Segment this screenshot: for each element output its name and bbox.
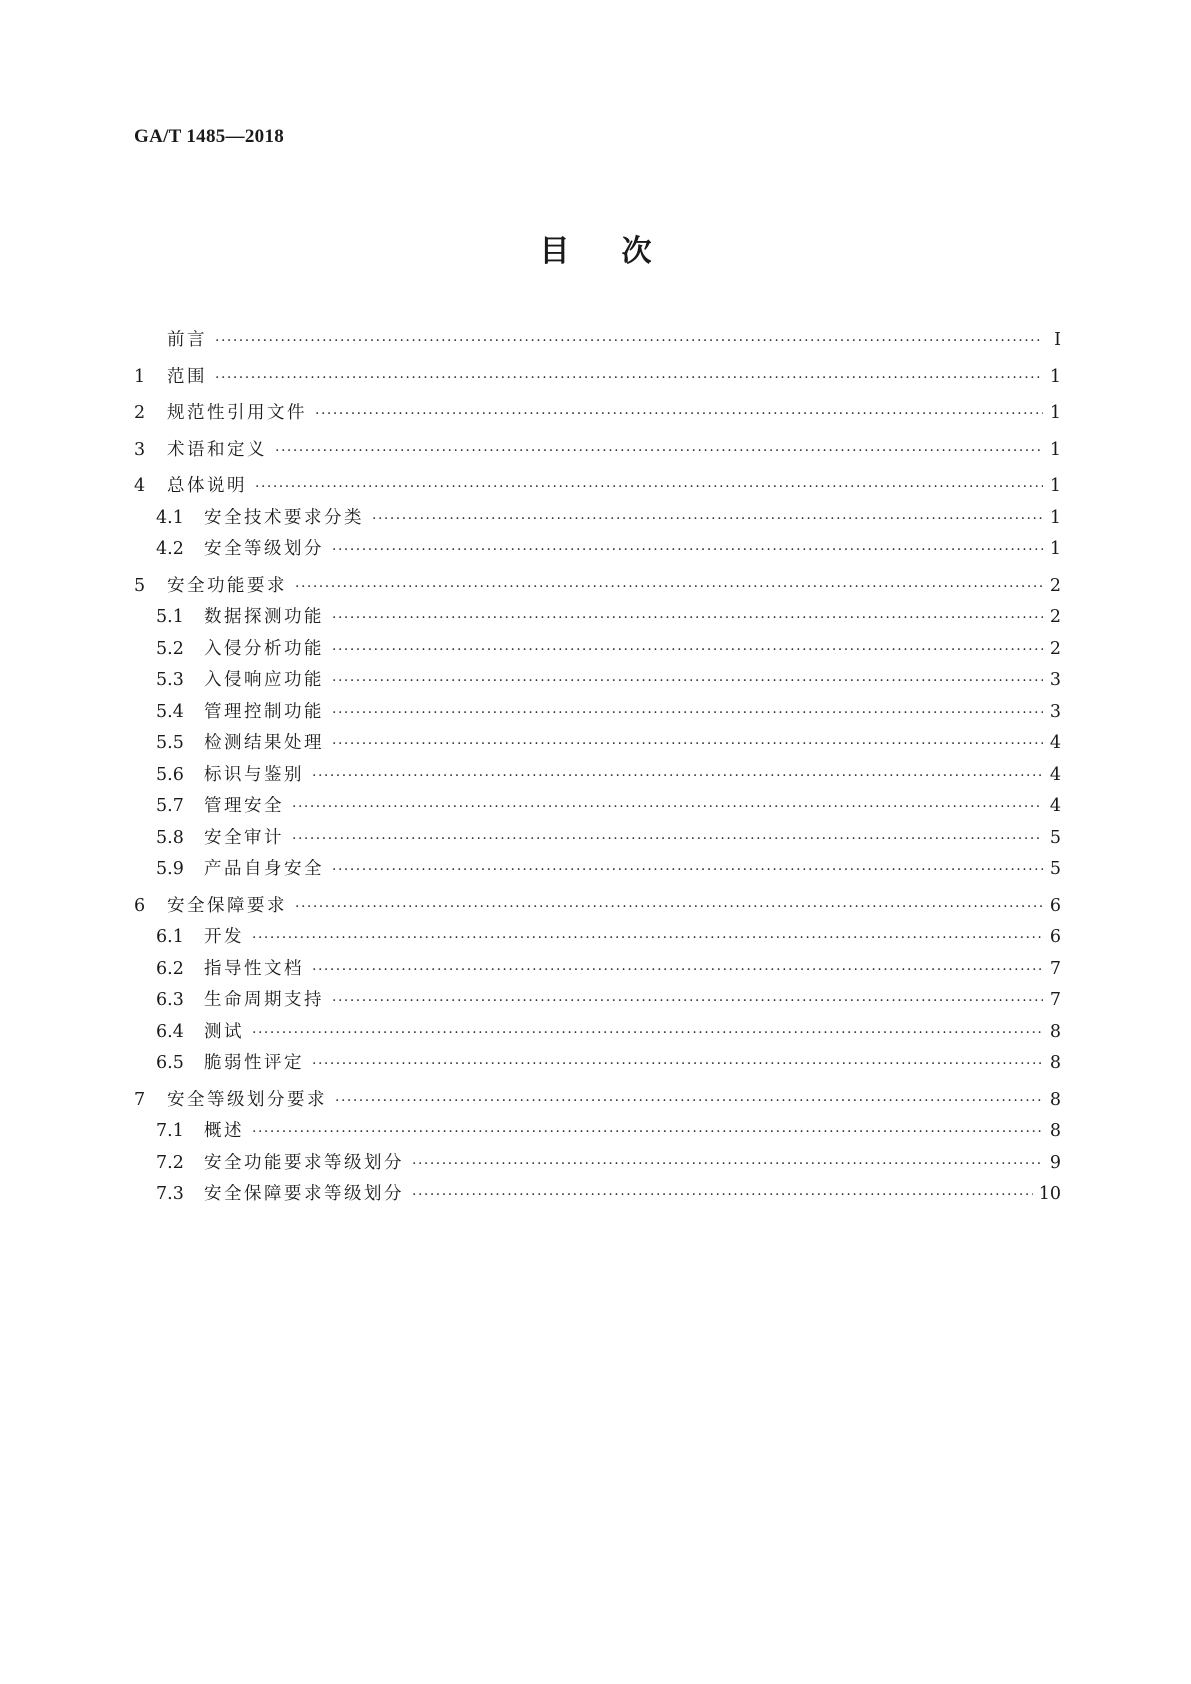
toc-entry-page: 1: [1049, 366, 1061, 387]
toc-entry-label: 测试: [204, 1021, 244, 1042]
dot-leader: [252, 1018, 1043, 1050]
toc-entry-page: 7: [1049, 990, 1061, 1010]
toc-entry-number: 7.1: [156, 1121, 184, 1141]
toc-entry-number: 6.1: [156, 927, 184, 947]
dot-leader: [252, 923, 1043, 955]
toc-entry-page: 6: [1049, 927, 1061, 947]
toc-entry-number: 5.1: [156, 607, 184, 627]
toc-subentry[interactable]: [134, 1148, 1061, 1180]
toc-entry[interactable]: [134, 1085, 1061, 1117]
toc-entry-page: 4: [1049, 733, 1061, 753]
toc-entry-page: Ⅰ: [1054, 330, 1061, 350]
toc-entry[interactable]: [134, 362, 1061, 394]
dot-leader: [332, 986, 1043, 1018]
toc-subentry[interactable]: [134, 728, 1061, 760]
toc-entry-page: 8: [1049, 1053, 1061, 1073]
dot-leader: [332, 535, 1043, 567]
dot-leader: [292, 792, 1043, 824]
toc-entry[interactable]: [134, 398, 1061, 430]
toc-subentry[interactable]: [134, 985, 1061, 1017]
toc-entry-page: 2: [1049, 638, 1061, 659]
toc-entry-number: 5.3: [156, 670, 184, 690]
toc-entry-number: 5.7: [156, 796, 184, 816]
dot-leader: [292, 824, 1043, 856]
toc-entry[interactable]: [134, 325, 1061, 357]
toc-subentry[interactable]: [134, 760, 1061, 792]
toc-entry-page: 5: [1049, 827, 1061, 848]
toc-entry-label: 安全保障要求: [167, 895, 287, 916]
toc-entry-label: 数据探测功能: [204, 607, 324, 627]
toc-entry-page: 8: [1049, 1021, 1061, 1042]
toc-entry-label: 入侵响应功能: [204, 670, 324, 690]
toc-entry-label: 安全等级划分: [204, 539, 324, 559]
toc-subentry[interactable]: [134, 823, 1061, 855]
page-title: 目次: [539, 234, 704, 269]
toc-entry-number: 6.2: [156, 958, 184, 979]
toc-entry-label: 总体说明: [167, 476, 247, 496]
toc-entry-number: 6.5: [156, 1053, 184, 1073]
toc-entry-page: 1: [1049, 539, 1061, 559]
toc-entry-label: 安全功能要求等级划分: [204, 1152, 404, 1173]
toc-entry-number: 1: [134, 366, 146, 387]
toc-entry-number: 6.3: [156, 990, 184, 1010]
dot-leader: [332, 666, 1043, 698]
toc-entry-page: 1: [1049, 476, 1061, 496]
toc-entry-number: 7.2: [156, 1152, 184, 1173]
toc-entry-number: 5.9: [156, 859, 184, 879]
dot-leader: [412, 1180, 1033, 1212]
dot-leader: [312, 955, 1043, 987]
toc-entry[interactable]: [134, 471, 1061, 503]
dot-leader: [335, 1086, 1043, 1118]
toc-entry-label: 规范性引用文件: [167, 403, 307, 423]
dot-leader: [332, 603, 1043, 635]
toc-entry-page: 2: [1049, 607, 1061, 627]
toc-subentry[interactable]: [134, 1116, 1061, 1148]
standard-code: GA/T 1485—2018: [134, 126, 285, 147]
toc-entry-label: 前言: [167, 330, 207, 350]
toc-entry-number: 4.1: [156, 507, 184, 528]
toc-entry-label: 术语和定义: [167, 439, 267, 460]
toc-entry-number: 7: [134, 1089, 146, 1110]
toc-subentry[interactable]: [134, 1017, 1061, 1049]
toc-entry-label: 管理安全: [204, 796, 284, 816]
toc-entry-page: 1: [1049, 403, 1061, 423]
toc-subentry[interactable]: [134, 854, 1061, 886]
dot-leader: [332, 635, 1043, 667]
toc-entry-number: 5.6: [156, 764, 184, 785]
toc-entry-page: 9: [1049, 1152, 1061, 1173]
toc-entry-label: 检测结果处理: [204, 733, 324, 753]
toc-entry[interactable]: [134, 435, 1061, 467]
toc-entry-label: 安全技术要求分类: [204, 507, 364, 528]
toc-entry-label: 安全保障要求等级划分: [204, 1184, 404, 1204]
toc-entry-label: 安全功能要求: [167, 575, 287, 596]
dot-leader: [312, 1049, 1043, 1081]
toc-entry-label: 范围: [167, 366, 207, 387]
toc-entry-page: 10: [1038, 1184, 1061, 1204]
dot-leader: [372, 504, 1043, 536]
toc-entry-number: 5.4: [156, 701, 184, 722]
toc-subentry[interactable]: [134, 665, 1061, 697]
toc-entry-label: 产品自身安全: [204, 859, 324, 879]
toc-entry-label: 指导性文档: [204, 958, 304, 979]
toc-subentry[interactable]: [134, 534, 1061, 566]
toc-entry-number: 5.2: [156, 638, 184, 659]
toc-subentry[interactable]: [134, 602, 1061, 634]
toc-subentry[interactable]: [134, 954, 1061, 986]
toc-entry-page: 6: [1049, 895, 1061, 916]
toc-subentry[interactable]: [134, 791, 1061, 823]
toc-subentry[interactable]: [134, 503, 1061, 535]
toc-entry-page: 4: [1049, 796, 1061, 816]
toc-entry[interactable]: [134, 571, 1061, 603]
toc-entry-number: 5: [134, 575, 146, 596]
toc-entry-number: 5.5: [156, 733, 184, 753]
toc-entry-number: 4: [134, 476, 146, 496]
toc-entry-label: 安全等级划分要求: [167, 1089, 327, 1110]
toc-entry-number: 5.8: [156, 827, 184, 848]
toc-entry-page: 1: [1049, 507, 1061, 528]
toc-entry-page: 1: [1049, 439, 1061, 460]
toc-entry-number: 6.4: [156, 1021, 184, 1042]
toc-entry-label: 管理控制功能: [204, 701, 324, 722]
toc-entry-page: 8: [1049, 1089, 1061, 1110]
toc-entry-label: 生命周期支持: [204, 990, 324, 1010]
toc-entry-page: 3: [1049, 701, 1061, 722]
toc-entry-page: 4: [1049, 764, 1061, 785]
dot-leader: [295, 892, 1043, 924]
toc-entry-number: 6: [134, 895, 146, 916]
dot-leader: [215, 326, 1043, 358]
toc-entry-page: 5: [1049, 859, 1061, 879]
toc-entry-number: 4.2: [156, 539, 184, 559]
toc-subentry[interactable]: [134, 634, 1061, 666]
toc-entry-label: 入侵分析功能: [204, 638, 324, 659]
dot-leader: [332, 729, 1043, 761]
toc-entry-number: 7.3: [156, 1184, 184, 1204]
toc-entry-page: 2: [1049, 575, 1061, 596]
toc-subentry[interactable]: [134, 1179, 1061, 1211]
toc-entry-label: 概述: [204, 1121, 244, 1141]
dot-leader: [295, 572, 1043, 604]
dot-leader: [215, 363, 1043, 395]
toc-subentry[interactable]: [134, 922, 1061, 954]
toc-entry-number: 3: [134, 439, 146, 460]
dot-leader: [412, 1149, 1043, 1181]
dot-leader: [252, 1117, 1043, 1149]
toc-entry-label: 脆弱性评定: [204, 1053, 304, 1073]
toc-entry-page: 8: [1049, 1121, 1061, 1141]
toc-subentry[interactable]: [134, 1048, 1061, 1080]
dot-leader: [312, 761, 1043, 793]
toc-entry-page: 7: [1049, 958, 1061, 979]
dot-leader: [332, 698, 1043, 730]
dot-leader: [315, 399, 1043, 431]
dot-leader: [255, 472, 1043, 504]
toc-entry-number: 2: [134, 403, 146, 423]
toc-entry-label: 标识与鉴别: [204, 764, 304, 785]
table-of-contents: [134, 325, 1061, 1211]
toc-entry-label: 安全审计: [204, 827, 284, 848]
toc-subentry[interactable]: [134, 697, 1061, 729]
dot-leader: [332, 855, 1043, 887]
toc-entry[interactable]: [134, 891, 1061, 923]
toc-entry-page: 3: [1049, 670, 1061, 690]
dot-leader: [275, 436, 1043, 468]
toc-entry-label: 开发: [204, 927, 244, 947]
